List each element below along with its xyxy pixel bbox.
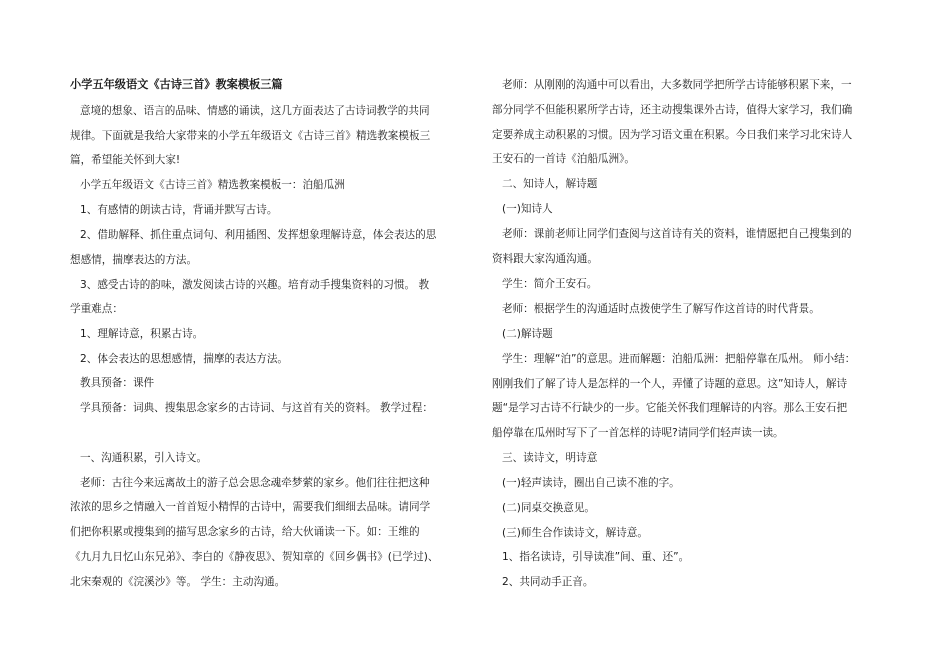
objective-line: 1、有感情的朗读古诗，背诵并默写古诗。 bbox=[80, 204, 278, 216]
body-line: 定要养成主动积累的习惯。因为学习语文重在积累。今日我们来学习北宋诗人 bbox=[492, 129, 853, 141]
body-line: 刚刚我们了解了诗人是怎样的一个人，弄懂了诗题的意思。这”知诗人，解诗 bbox=[492, 378, 848, 390]
body-line: 学生：简介王安石。 bbox=[502, 278, 598, 290]
body-line: 浓浓的思乡之情融入一首首短小精悍的古诗中，需要我们细细去品味。请同学 bbox=[70, 501, 431, 513]
key-points-label: 学重难点： bbox=[70, 303, 123, 315]
step-heading: 一、沟通积累，引入诗文。 bbox=[80, 452, 208, 464]
teaching-aids-line: 教具预备：课件 bbox=[80, 377, 155, 389]
body-line: 北宋秦观的《浣溪沙》等。 学生：主动沟通。 bbox=[70, 576, 286, 588]
document-title: 小学五年级语文《古诗三首》教案模板三篇 bbox=[70, 78, 283, 91]
body-line: 1、指名读诗，引导读准”间、重、还”。 bbox=[502, 551, 690, 563]
intro-line: 规律。下面就是我给大家带来的小学五年级语文《古诗三首》精选教案模板三 bbox=[70, 130, 431, 142]
body-line: 2、共同动手正音。 bbox=[502, 576, 594, 588]
sub-heading: (二)同桌交换意见。 bbox=[502, 502, 596, 514]
sub-heading: (二)解诗题 bbox=[502, 328, 553, 340]
body-line: 学生：理解“泊”的意思。进而解题：泊船瓜洲：把船停靠在瓜州。 师小结： bbox=[502, 353, 856, 365]
key-point-line: 2、体会表达的思想感情，揣摩的表达方法。 bbox=[80, 353, 289, 365]
sub-heading: (一)知诗人 bbox=[502, 203, 553, 215]
objective-line: 3、感受古诗的韵味，激发阅读古诗的兴趣。培育动手搜集资料的习惯。 教 bbox=[80, 279, 430, 291]
student-aids-line: 学具预备：词典、搜集思念家乡的古诗词、与这首有关的资料。 教学过程： bbox=[80, 402, 433, 414]
body-line: 部分同学不但能积累所学古诗，还主动搜集课外古诗，值得大家学习，我们确 bbox=[492, 104, 853, 116]
objective-line: 想感情，揣摩表达的方法。 bbox=[70, 254, 198, 266]
body-line: 老师：古往今来远离故土的游子总会思念魂牵梦萦的家乡。他们往往把这种 bbox=[80, 477, 430, 489]
body-line: 老师：根据学生的沟通适时点拨使学生了解写作这首诗的时代背景。 bbox=[502, 303, 820, 315]
body-line: 题“是学习古诗不行缺少的一步。它能关怀我们理解诗的内容。那么王安石把 bbox=[492, 402, 848, 414]
intro-line: 意境的想象、语言的品味、情感的诵读，这几方面表达了古诗词教学的共同 bbox=[80, 105, 430, 117]
body-line: 资料跟大家沟通沟通。 bbox=[492, 253, 598, 265]
key-point-line: 1、理解诗意，积累古诗。 bbox=[80, 328, 204, 340]
body-line: 王安石的一首诗《泊船瓜洲》。 bbox=[492, 153, 636, 165]
body-line: 船停靠在瓜州时写下了一首怎样的诗呢?请同学们轻声读一读。 bbox=[492, 427, 784, 439]
body-line: 《九月九日忆山东兄弟》、李白的《静夜思》、贺知章的《回乡偶书》(已学过)、 bbox=[70, 551, 439, 563]
objective-line: 2、借助解释、抓住重点词句、利用插图、发挥想象理解诗意，体会表达的思 bbox=[80, 229, 437, 241]
step-heading: 二、知诗人，解诗题 bbox=[502, 178, 598, 190]
body-line: 老师：课前老师让同学们查阅与这首诗有关的资料，谁情愿把自己搜集到的 bbox=[502, 228, 852, 240]
body-line: 老师：从刚刚的沟通中可以看出，大多数同学把所学古诗能够积累下来，一 bbox=[502, 79, 852, 91]
step-heading: 三、读诗文，明诗意 bbox=[502, 452, 598, 464]
section-heading: 小学五年级语文《古诗三首》精选教案模板一：泊船瓜洲 bbox=[80, 179, 345, 191]
sub-heading: (三)师生合作读诗文，解诗意。 bbox=[502, 527, 648, 539]
intro-line: 篇，希望能关怀到大家! bbox=[70, 154, 181, 166]
body-line: 们把你积累或搜集到的描写思念家乡的古诗，给大伙诵读一下。如：王维的 bbox=[70, 526, 420, 538]
sub-heading: (一)轻声读诗，圈出自己读不准的字。 bbox=[502, 477, 680, 489]
